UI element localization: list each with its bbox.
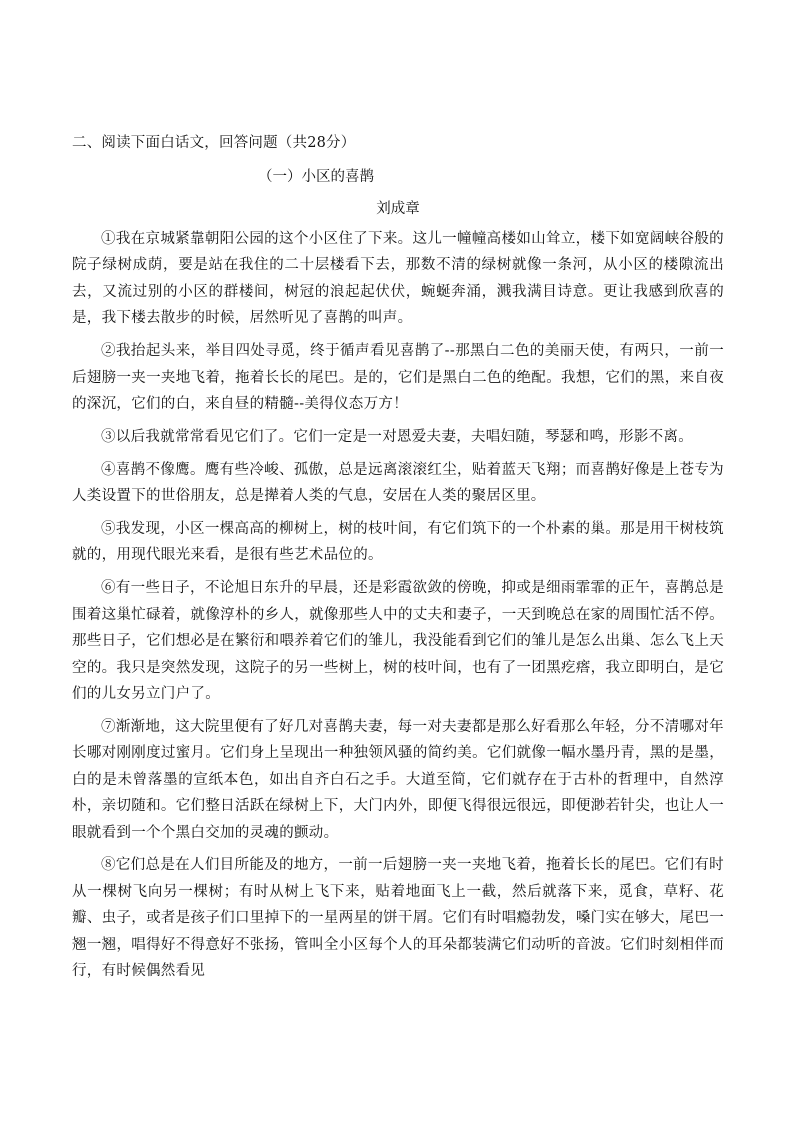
paragraph-1: ①我在京城紧靠朝阳公园的这个小区住了下来。这儿一幢幢高楼如山耸立，楼下如宽阔峡谷般的院子绿树成荫，要是站在我住的二十层楼看下去，那数不清的绿树就像一条河，从小区的楼隙流出去，又流过别的小区的群楼间，树冠的浪起起伏伏，蜿蜒奔涌，溅我满目诗意。更让我感到欣喜的是，我下楼去散步的时候，居然听见了喜鹊的叫声。 bbox=[72, 231, 724, 327]
paragraph-5: ⑤我发现，小区一棵高高的柳树上，树的枝叶间，有它们筑下的一个朴素的巢。那是用干树枝筑就的，用现代眼光来看，是很有些艺术品位的。 bbox=[72, 521, 724, 564]
paragraph-8: ⑧它们总是在人们目所能及的地方，一前一后翅膀一夹一夹地飞着，拖着长长的尾巴。它们有时从一棵树飞向另一棵树；有时从树上飞下来，贴着地面飞上一截，然后就落下来，觅食，草籽、花瓣、虫子，或者是孩子们口里掉下的一星两星的饼干屑。它们有时唱瘾勃发，嗓门实在够大，尾巴一翘一翘，唱得好不得意好不张扬，管叫全小区每个人的耳朵都装满它们动听的音波。它们时刻相伴而行，有时候偶然看见 bbox=[72, 857, 724, 980]
section-heading: 二、阅读下面白话文，回答问题（共28分） bbox=[72, 135, 356, 151]
article-author: 刘成章 bbox=[376, 201, 420, 217]
paragraph-3: ③以后我就常常看见它们了。它们一定是一对恩爱夫妻，夫唱妇随，琴瑟和鸣，形影不离。 bbox=[101, 428, 693, 445]
article-title: （一）小区的喜鹊 bbox=[258, 169, 374, 185]
paragraph-2: ②我抬起头来，举目四处寻觅，终于循声看见喜鹊了--那黑白二色的美丽天使，有两只，一前一后翅膀一夹一夹地飞着，拖着长长的尾巴。是的，它们是黑白二色的绝配。我想，它们的黑，来自夜的深沉，它们的白，来自昼的精髓--美得仪态万方！ bbox=[72, 343, 724, 412]
paragraph-7: ⑦渐渐地，这大院里便有了好几对喜鹊夫妻，每一对夫妻都是那么好看那么年轻，分不清哪对年长哪对刚刚度过蜜月。它们身上呈现出一种独领风骚的简约美。它们就像一幅水墨丹青，黑的是墨，白的是未曾落墨的宣纸本色，如出自齐白石之手。大道至简，它们就存在于古朴的哲理中，自然淳朴，亲切随和。它们整日活跃在绿树上下，大门内外，即便飞得很远很远，即便渺若针尖，也让人一眼就看到一个个黑白交加的灵魂的颤动。 bbox=[72, 718, 724, 841]
article-body bbox=[72, 226, 724, 984]
paragraph-4: ④喜鹊不像鹰。鹰有些冷峻、孤傲，总是远离滚滚红尘，贴着蓝天飞翔；而喜鹊好像是上苍专为人类设置下的世俗朋友，总是撵着人类的气息，安居在人类的聚居区里。 bbox=[72, 461, 724, 505]
paragraph-6: ⑥有一些日子，不论旭日东升的早晨，还是彩霞欲敛的傍晚，抑或是细雨霏霏的正午，喜鹊总是围着这巢忙碌着，就像淳朴的乡人，就像那些人中的丈夫和妻子，一天到晚总在家的周围忙活不停。那些日子，它们想必是在繁衍和喂养着它们的雏儿，我没能看到它们的雏儿是怎么出巢、怎么飞上天空的。我只是突然发现，这院子的另一些树上，树的枝叶间，也有了一团黑疙瘩，我立即明白，是它们的儿女另立门户了。 bbox=[72, 580, 724, 702]
document-content bbox=[72, 130, 724, 991]
